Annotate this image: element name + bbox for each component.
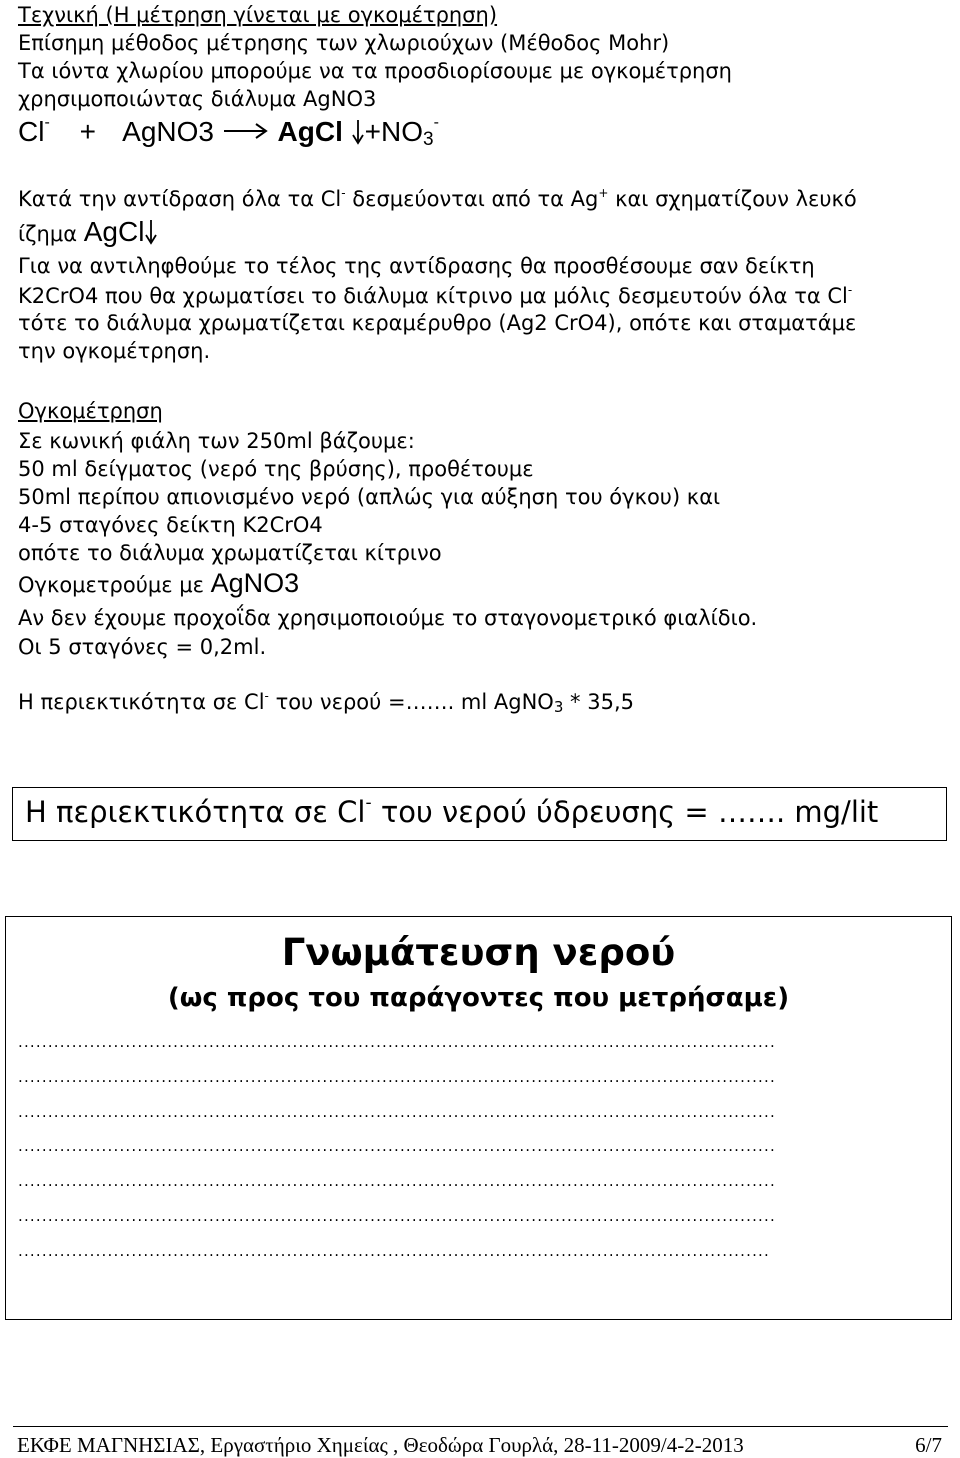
chloride-ion: Cl [18, 116, 45, 147]
titration-line: 50 ml δείγματος (νερό της βρύσης), προθέτουμε [18, 457, 534, 481]
right-arrow-icon [222, 118, 270, 146]
titration-line: 4-5 σταγόνες δείκτη K2CrO4 [18, 513, 323, 537]
result-box [12, 787, 947, 841]
explain-line: K2CrO4 που θα χρωματίσει το διάλυμα κίτρινο μα μόλις δεσμευτούν όλα τα Cl- [18, 283, 853, 308]
page-number: 6/7 [915, 1433, 942, 1457]
intro-line: Επίσημη μέθοδος μέτρησης των χλωριούχων (Μέθοδος Mohr) [18, 31, 670, 55]
answer-line: ............................................................................................................................... [18, 1068, 776, 1086]
explain-line: ίζημα AgCl [18, 218, 158, 248]
answer-line: ............................................................................................................................... [18, 1033, 776, 1051]
explain-line: τότε το διάλυμα χρωματίζεται κεραμέρυθρο (Ag2 CrO4), οπότε και σταματάμε [18, 311, 857, 335]
intro-line: χρησιμοποιώντας διάλυμα AgNO3 [18, 87, 377, 111]
answer-line: ............................................................................................................................... [18, 1103, 776, 1121]
silver-chloride: AgCl [277, 116, 343, 147]
opinion-title: Γνωμάτευση νερού [281, 931, 676, 974]
page-footer [13, 1426, 948, 1457]
answer-line: ............................................................................................................................... [18, 1137, 776, 1155]
answer-line: .............................................................................................................................. [18, 1242, 770, 1260]
silver-nitrate: AgNO3 [122, 116, 214, 147]
titration-line: οπότε το διάλυμα χρωματίζεται κίτρινο [18, 541, 442, 565]
reaction-equation: Cl- + AgNO3 AgCl +NO3- [18, 114, 439, 150]
titration-line: Αν δεν έχουμε προχοΐδα χρησιμοποιούμε το σταγονομετρικό φιαλίδιο. [18, 606, 758, 630]
explain-line: την ογκομέτρηση. [18, 339, 211, 363]
nitrate-ion: +NO [364, 116, 424, 147]
explain-line: Για να αντιληφθούμε το τέλος της αντίδρασης θα προσθέσουμε σαν δείκτη [18, 254, 815, 278]
section-heading: Τεχνική (Η μέτρηση γίνεται με ογκομέτρηση) [18, 3, 498, 27]
water-opinion-box [5, 916, 952, 1320]
formula-line: Η περιεκτικότητα σε Cl- του νερού =……. ml AgNO3 * 35,5 [18, 689, 634, 716]
footer-text: ΕΚΦΕ ΜΑΓΝΗΣΙΑΣ, Εργαστήριο Χημείας , Θεοδώρα Γουρλά, 28-11-2009/4-2-2013 [17, 1433, 744, 1457]
titration-line: Οι 5 σταγόνες = 0,2ml. [18, 635, 267, 659]
titration-line: Ογκομετρούμε με AgNO3 [18, 568, 300, 598]
titration-line: 50ml περίπου απιονισμένο νερό (απλώς για αύξηση του όγκου) και [18, 485, 721, 509]
result-text: Η περιεκτικότητα σε Cl- του νερού ύδρευσης = ……. mg/lit [25, 793, 879, 829]
plus-sign: + [79, 116, 96, 147]
titration-title: Ογκομέτρηση [18, 399, 163, 423]
explain-line: Κατά την αντίδραση όλα τα Cl- δεσμεύονται από τα Ag+ και σχηματίζουν λευκό [18, 186, 857, 211]
titration-line: Σε κωνική φιάλη των 250ml βάζουμε: [18, 429, 415, 453]
answer-line: ............................................................................................................................... [18, 1172, 776, 1190]
answer-line: ............................................................................................................................... [18, 1207, 776, 1225]
opinion-subtitle: (ως προς του παράγοντες που μετρήσαμε) [167, 983, 790, 1013]
precipitate-arrow-icon [144, 219, 158, 241]
intro-line: Τα ιόντα χλωρίου μπορούμε να τα προσδιορίσουμε με ογκομέτρηση [18, 59, 732, 83]
precipitate-arrow-icon [351, 119, 365, 141]
